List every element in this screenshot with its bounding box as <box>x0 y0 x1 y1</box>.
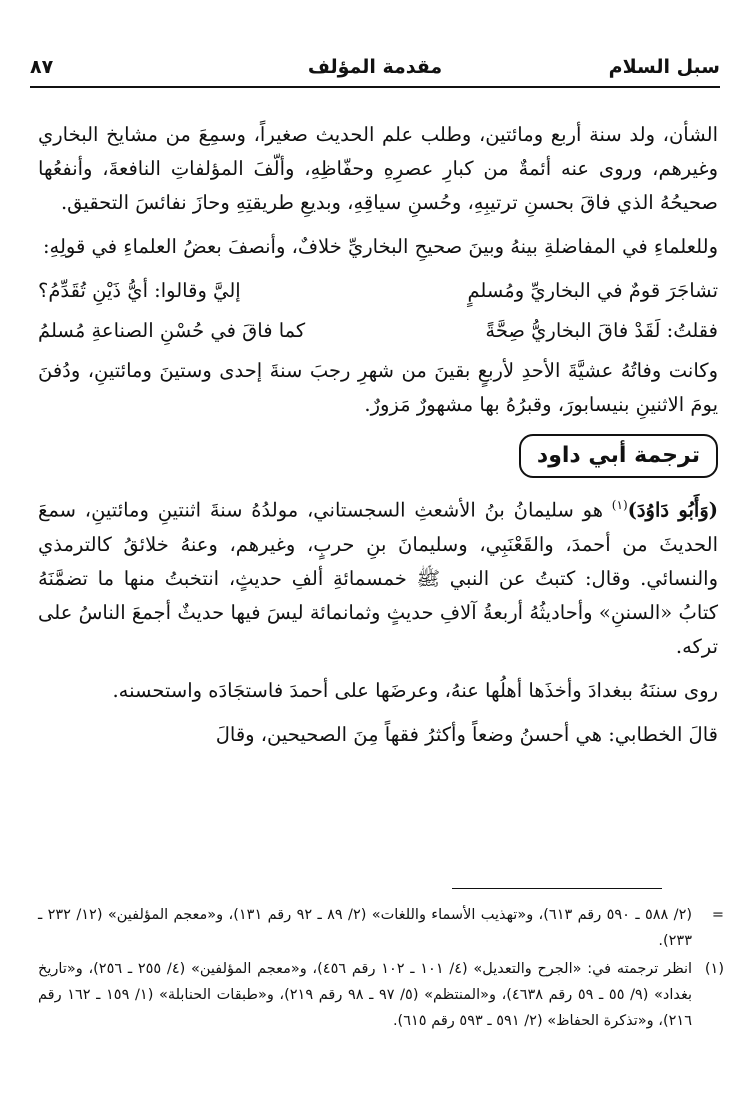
main-text <box>38 118 718 762</box>
running-header <box>30 52 720 86</box>
footnote-text: (٢/ ٥٨٨ ـ ٥٩٠ رقم ٦١٣)، و«تهذيب الأسماء واللغات» (٢/ ٨٩ ـ ٩٢ رقم ١٣١)، و«معجم المؤلفين» (١٢/ ٢٣٢ ـ ٢٣٣). <box>38 907 693 949</box>
paragraph <box>38 488 718 664</box>
footnote-mark: = <box>711 907 724 923</box>
paragraph-text: هو سليمانُ بنُ الأشعثِ السجستاني، مولدُهُ سنةَ اثنتينِ ومائتينِ، سمعَ الحديثَ من أحمدَ، والقَعْنَبِي، وسليمانَ بنِ حربٍ، وغيرهم، وعنهُ خلائقُ كالترمذي والنسائي. وقال: كتبتُ عن النبي ﷺ خمسمائةِ ألفِ حديثٍ، انتخبتُ منها ما تضمَّنَهُ كتابُ «السننِ» وأحاديثُهُ أربعةُ آلافِ حديثٍ وثمانمائة ليسَ فيها حديثٌ أجمعَ الناسُ على تركه. <box>38 498 718 658</box>
verse-hemistich: تشاجَرَ قومٌ في البخاريِّ ومُسلمٍ <box>467 279 718 302</box>
book-title: سبل السلام <box>608 56 720 78</box>
footnote-mark: (١) <box>704 961 724 977</box>
paragraph: وكانت وفاتُهُ عشيَّةَ الأحدِ لأربعٍ بقينَ من شهرِ رجبَ سنةَ إحدى وستينَ ومائتينِ، ودُفنَ يومَ الاثنينِ بنيسابورَ، وقبرُهُ بها مشهورٌ مَزورٌ. <box>38 359 718 416</box>
footnote-text: انظر ترجمته في: «الجرح والتعديل» (٤/ ١٠١ ـ ١٠٢ رقم ٤٥٦)، و«معجم المؤلفين» (٤/ ٢٥٥ ـ ٢٥٦)، و«تاريخ بغداد» (٩/ ٥٥ ـ ٥٩ رقم ٤٦٣٨)، و«المنتظم» (٥/ ٩٧ ـ ٩٨ رقم ٢١٩)، و«طبقات الحنابلة» (١/ ١٥٩ ـ ١٦٢ رقم ٢١٦)، و«تذكرة الحفاظ» (٢/ ٥٩١ ـ ٥٩٣ رقم ٦١٥). <box>38 961 693 1029</box>
footnote <box>38 956 724 1034</box>
section-title-wrap <box>38 432 718 488</box>
verse-hemistich: فقلتُ: لَقَدْ فاقَ البخاريُّ صِحَّةً <box>485 319 718 342</box>
paragraph: روى سننَهُ ببغدادَ وأخذَها أهلُها عنهُ، وعرضَها على أحمدَ فاستجَادَه واستحسنه. <box>112 678 718 702</box>
section-title: ترجمة أبي داود <box>519 434 718 478</box>
chapter-title: مقدمة المؤلف <box>307 56 443 78</box>
footnotes <box>38 902 724 1036</box>
verse-hemistich: كما فاقَ في حُسْنِ الصناعةِ مُسلمُ <box>38 319 306 342</box>
subject-name: (وَأَبُو دَاوُدَ) <box>627 498 718 522</box>
page-number: ٨٧ <box>30 56 54 78</box>
header-rule <box>30 86 720 88</box>
verse-hemistich: إليَّ وقالوا: أيُّ ذَيْنِ تُقَدِّمُ؟ <box>38 279 241 302</box>
paragraph: قالَ الخطابي: هي أحسنُ وضعاً وأكثرُ فقهاً مِنَ الصحيحين، وقالَ <box>215 722 718 746</box>
footnote-rule <box>452 888 662 889</box>
footnote-ref[interactable]: (١) <box>611 498 628 512</box>
verse-line <box>38 314 718 348</box>
footnote <box>38 902 724 954</box>
paragraph: وللعلماءِ في المفاضلةِ بينهُ وبينَ صحيحِ البخاريِّ خلافٌ، وأنصفَ بعضُ العلماءِ في قولِهِ: <box>42 235 718 258</box>
paragraph: الشأن، ولد سنة أربع ومائتين، وطلب علم الحديث صغيراً، وسمِعَ من مشايخ البخاري وغيرهم، وروى عنه أئمةٌ من كبارِ عصرِهِ وحفّاظِهِ، وألّفَ المؤلفاتِ النافعةَ، وأنفعُها صحيحُهُ الذي فاقَ بحسنِ ترتيبِهِ، وحُسنِ سياقِهِ، وبديعِ طريقتِهِ وحازَ نفائسَ التحقيق. <box>38 123 718 214</box>
verse-line <box>38 274 718 308</box>
